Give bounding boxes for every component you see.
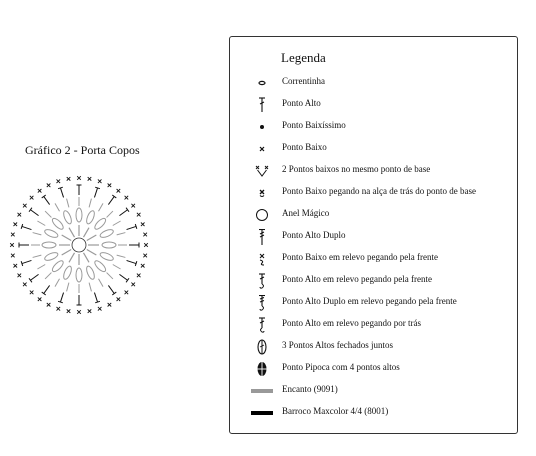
- round3-stitch: [117, 233, 126, 235]
- round3-stitch: [67, 199, 69, 208]
- round3-stitch: [37, 265, 45, 270]
- legend-title: Legenda: [281, 50, 326, 65]
- treble-crochet-icon: [251, 229, 273, 245]
- cluster-mark: [99, 228, 114, 239]
- round1-stitch: [87, 250, 97, 256]
- slip-stitch-icon: [251, 119, 273, 135]
- legend-item: [230, 227, 517, 247]
- post-stitch: [22, 226, 32, 229]
- legend-label: Encanto (9091): [282, 384, 338, 394]
- stitch-top: [112, 292, 116, 295]
- legend-item: [230, 249, 517, 269]
- post-stitch: [30, 274, 38, 280]
- legend-item: [230, 381, 517, 401]
- legend-item: [230, 403, 517, 423]
- round3-stitch: [99, 203, 104, 211]
- stitch-top: [29, 278, 32, 282]
- round3-stitch: [37, 221, 45, 226]
- round1-stitch: [69, 253, 75, 263]
- round1-stitch: [62, 250, 72, 256]
- cluster-mark: [42, 242, 56, 248]
- legend-item: [230, 183, 517, 203]
- round3-stitch: [89, 199, 91, 208]
- post-stitch: [30, 210, 38, 216]
- cluster-mark: [62, 265, 73, 280]
- round3-stitch: [117, 255, 126, 257]
- chart-title: Gráfico 2 - Porta Copos: [25, 143, 140, 157]
- cluster-mark: [99, 251, 114, 262]
- legend-label: Ponto Alto em relevo pegando por trás: [282, 318, 421, 328]
- round1-stitch: [62, 235, 72, 241]
- cluster-mark: [93, 259, 107, 273]
- round3-stitch: [99, 279, 104, 287]
- post-stitch: [119, 274, 127, 280]
- double-crochet-icon: [251, 97, 273, 113]
- post-stitch: [119, 210, 127, 216]
- stitch-top: [29, 208, 32, 212]
- stitch-top: [42, 195, 46, 198]
- magic-ring-icon: [251, 207, 273, 223]
- legend-label: Correntinha: [282, 76, 325, 86]
- magic-ring-mark: [72, 238, 86, 252]
- post-stitch: [60, 293, 63, 303]
- cluster-mark: [102, 242, 116, 248]
- cluster-mark: [44, 228, 59, 239]
- legend-item: [230, 359, 517, 379]
- legend-item: [230, 315, 517, 335]
- legend-label: Ponto Baixo: [282, 142, 327, 152]
- legend-label: Ponto Alto Duplo em relevo pegando pela frente: [282, 296, 457, 306]
- cluster-mark: [51, 217, 65, 231]
- round3-stitch: [55, 203, 60, 211]
- post-stitch: [22, 260, 32, 263]
- round3-stitch: [45, 211, 51, 217]
- legend-item: [230, 271, 517, 291]
- round3-stitch: [45, 273, 51, 279]
- post-stitch: [94, 293, 97, 303]
- back-post-double-crochet-icon: [251, 317, 273, 333]
- front-post-treble-crochet-icon: [251, 295, 273, 311]
- post-stitch: [60, 188, 63, 198]
- post-stitch: [127, 260, 137, 263]
- legend-label: Ponto Baixo em relevo pegando pela frente: [282, 252, 438, 262]
- coaster-crochet-diagram: [4, 170, 154, 320]
- round3-stitch: [55, 279, 60, 287]
- legend-item: [230, 293, 517, 313]
- legend-item: [230, 139, 517, 159]
- black-yarn-swatch-icon: [251, 405, 273, 421]
- round1-stitch: [84, 253, 90, 263]
- legend-label: 3 Pontos Altos fechados juntos: [282, 340, 394, 350]
- post-stitch: [127, 226, 137, 229]
- single-crochet-back-loop-icon: [251, 185, 273, 201]
- round3-stitch: [107, 273, 113, 279]
- legend-label: Ponto Baixíssimo: [282, 120, 346, 130]
- cluster-mark: [62, 210, 73, 225]
- legend-label: Ponto Alto Duplo: [282, 230, 346, 240]
- cluster-mark: [85, 265, 96, 280]
- round3-stitch: [89, 283, 91, 292]
- round1-stitch: [87, 235, 97, 241]
- gray-yarn-swatch-icon: [251, 383, 273, 399]
- legend-label: Ponto Baixo pegando na alça de trás do ponto de base: [282, 186, 476, 196]
- round1-stitch: [69, 228, 75, 238]
- round3-stitch: [33, 233, 42, 235]
- legend-label: Ponto Alto em relevo pegando pela frente: [282, 274, 432, 284]
- front-post-double-crochet-icon: [251, 273, 273, 289]
- stitch-top: [126, 208, 129, 212]
- cluster-mark: [51, 259, 65, 273]
- cluster-mark: [93, 217, 107, 231]
- stitch-top: [42, 292, 46, 295]
- round3-stitch: [113, 221, 121, 226]
- cluster-mark: [44, 251, 59, 262]
- single-crochet-icon: [251, 141, 273, 157]
- legend-item: [230, 73, 517, 93]
- legend-label: 2 Pontos baixos no mesmo ponto de base: [282, 164, 431, 174]
- legend-item: [230, 337, 517, 357]
- round3-stitch: [33, 255, 42, 257]
- post-stitch: [44, 196, 50, 204]
- legend-item: [230, 205, 517, 225]
- post-stitch: [108, 285, 114, 293]
- round3-stitch: [67, 283, 69, 292]
- cluster-mark: [76, 268, 82, 282]
- front-post-single-crochet-icon: [251, 251, 273, 267]
- legend-label: Ponto Alto: [282, 98, 321, 108]
- popcorn-stitch-icon: [251, 361, 273, 377]
- legend-item: [230, 117, 517, 137]
- round3-stitch: [113, 265, 121, 270]
- three-double-crochet-cluster-icon: [251, 339, 273, 355]
- legend-label: Ponto Pipoca com 4 pontos altos: [282, 362, 400, 372]
- two-single-crochet-same-stitch-icon: [251, 163, 273, 179]
- legend-item: [230, 95, 517, 115]
- stitch-top: [112, 195, 116, 198]
- legend-label: Anel Mágico: [282, 208, 330, 218]
- cluster-mark: [76, 208, 82, 222]
- legend-item: [230, 161, 517, 181]
- round1-stitch: [84, 228, 90, 238]
- post-stitch: [94, 188, 97, 198]
- legend-box: [229, 36, 518, 434]
- stitch-top: [126, 278, 129, 282]
- post-stitch: [44, 285, 50, 293]
- cluster-mark: [85, 210, 96, 225]
- chain-stitch-icon: [251, 75, 273, 91]
- post-stitch: [108, 196, 114, 204]
- legend-label: Barroco Maxcolor 4/4 (8001): [282, 406, 389, 416]
- round3-stitch: [107, 211, 113, 217]
